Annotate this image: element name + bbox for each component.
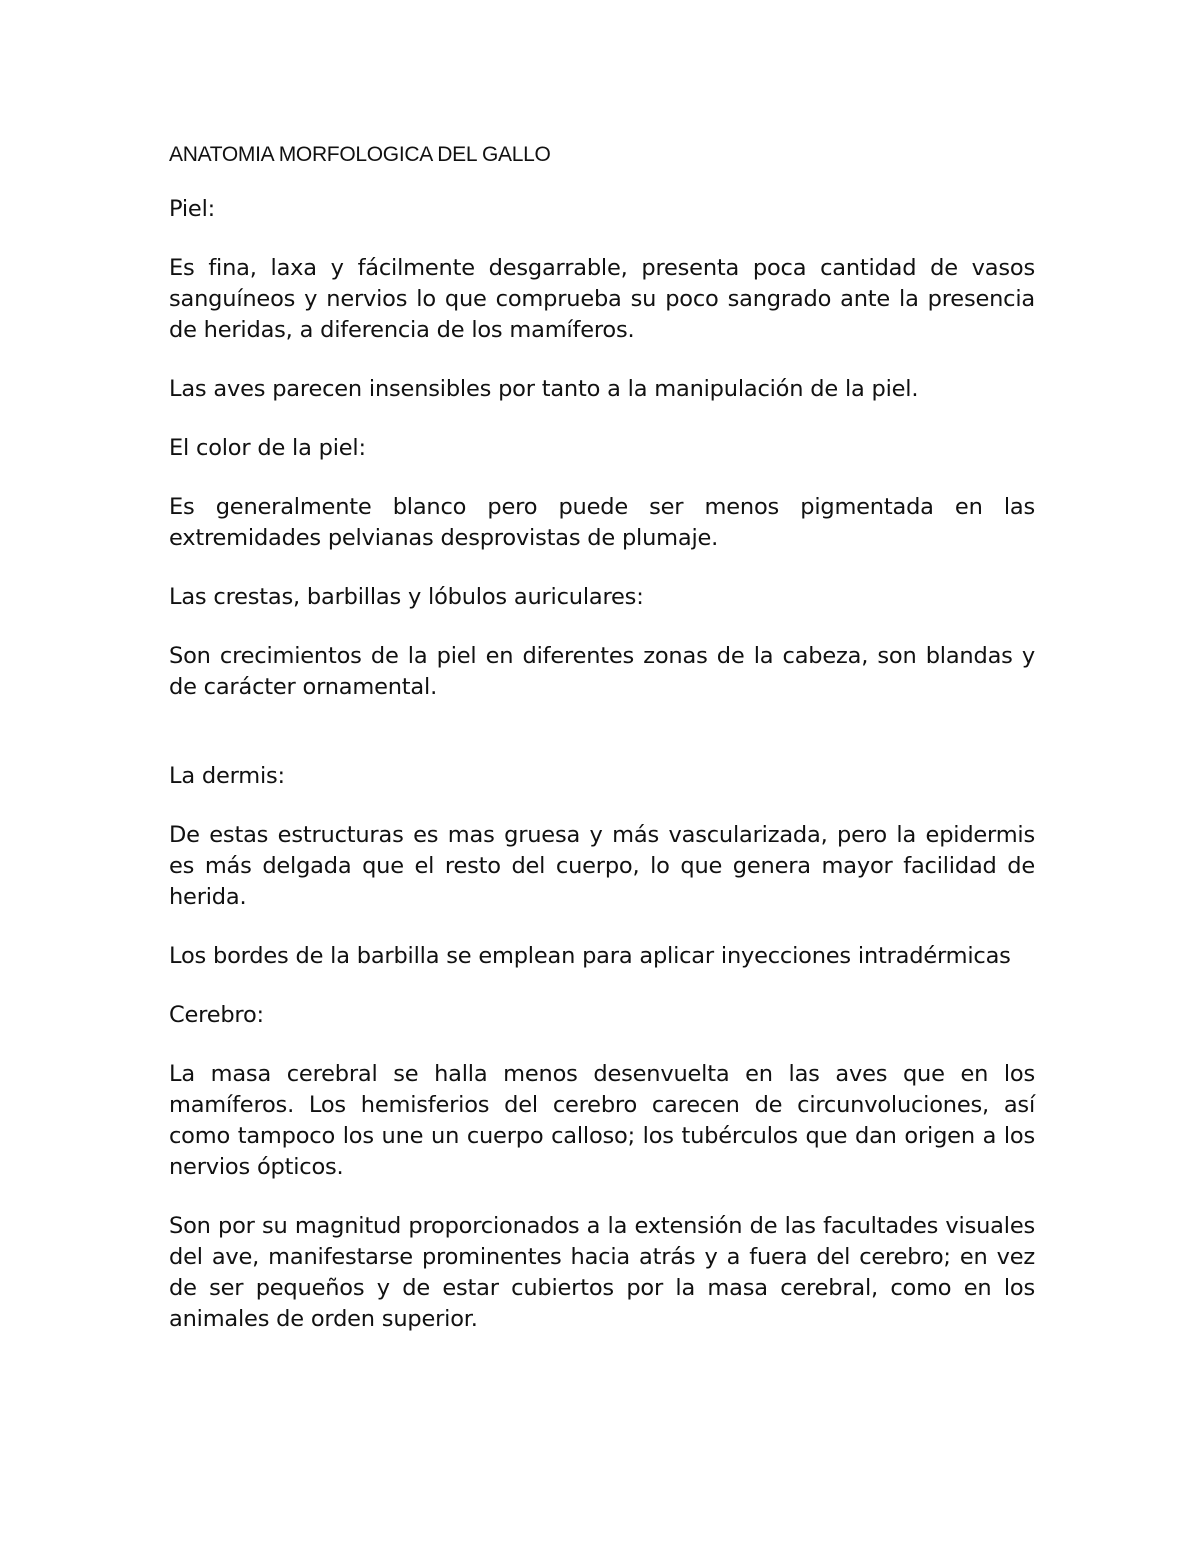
paragraph-cerebro-magnitude: Son por su magnitud proporcionados a la extensión de las facultades visuales del ave, manifestarse prominentes hacia atrás y a fuera del cerebro; en vez de ser pequeños y de estar cubiertos por la masa cerebral, como en los animales de orden superior. (169, 1213, 1035, 1332)
document-page (169, 140, 1035, 1363)
section-heading-skin-color: El color de la piel: (169, 435, 366, 461)
paragraph-piel-insensibility: Las aves parecen insensibles por tanto a la manipulación de la piel. (169, 376, 919, 402)
section-heading-crests: Las crestas, barbillas y lóbulos auriculares: (169, 584, 644, 610)
paragraph-dermis: De estas estructuras es mas gruesa y más vascularizada, pero la epidermis es más delgada que el resto del cuerpo, lo que genera mayor facilidad de herida. (169, 822, 1035, 910)
paragraph-piel-description: Es fina, laxa y fácilmente desgarrable, presenta poca cantidad de vasos sanguíneos y nervios lo que comprueba su poco sangrado ante la presencia de heridas, a diferencia de los mamíferos. (169, 255, 1035, 343)
paragraph-injections: Los bordes de la barbilla se emplean para aplicar inyecciones intradérmicas (169, 943, 1011, 969)
document-title: ANATOMIA MORFOLOGICA DEL GALLO (169, 143, 551, 166)
paragraph-crests: Son crecimientos de la piel en diferentes zonas de la cabeza, son blandas y de carácter ornamental. (169, 643, 1035, 700)
paragraph-skin-color: Es generalmente blanco pero puede ser menos pigmentada en las extremidades pelvianas desprovistas de plumaje. (169, 494, 1035, 551)
section-heading-dermis: La dermis: (169, 763, 285, 789)
section-heading-piel: Piel: (169, 196, 215, 222)
section-heading-cerebro: Cerebro: (169, 1002, 264, 1028)
paragraph-cerebro-mass: La masa cerebral se halla menos desenvuelta en las aves que en los mamíferos. Los hemisferios del cerebro carecen de circunvoluciones, así como tampoco los une un cuerpo calloso; los tubérculos que dan origen a los nervios ópticos. (169, 1061, 1035, 1180)
